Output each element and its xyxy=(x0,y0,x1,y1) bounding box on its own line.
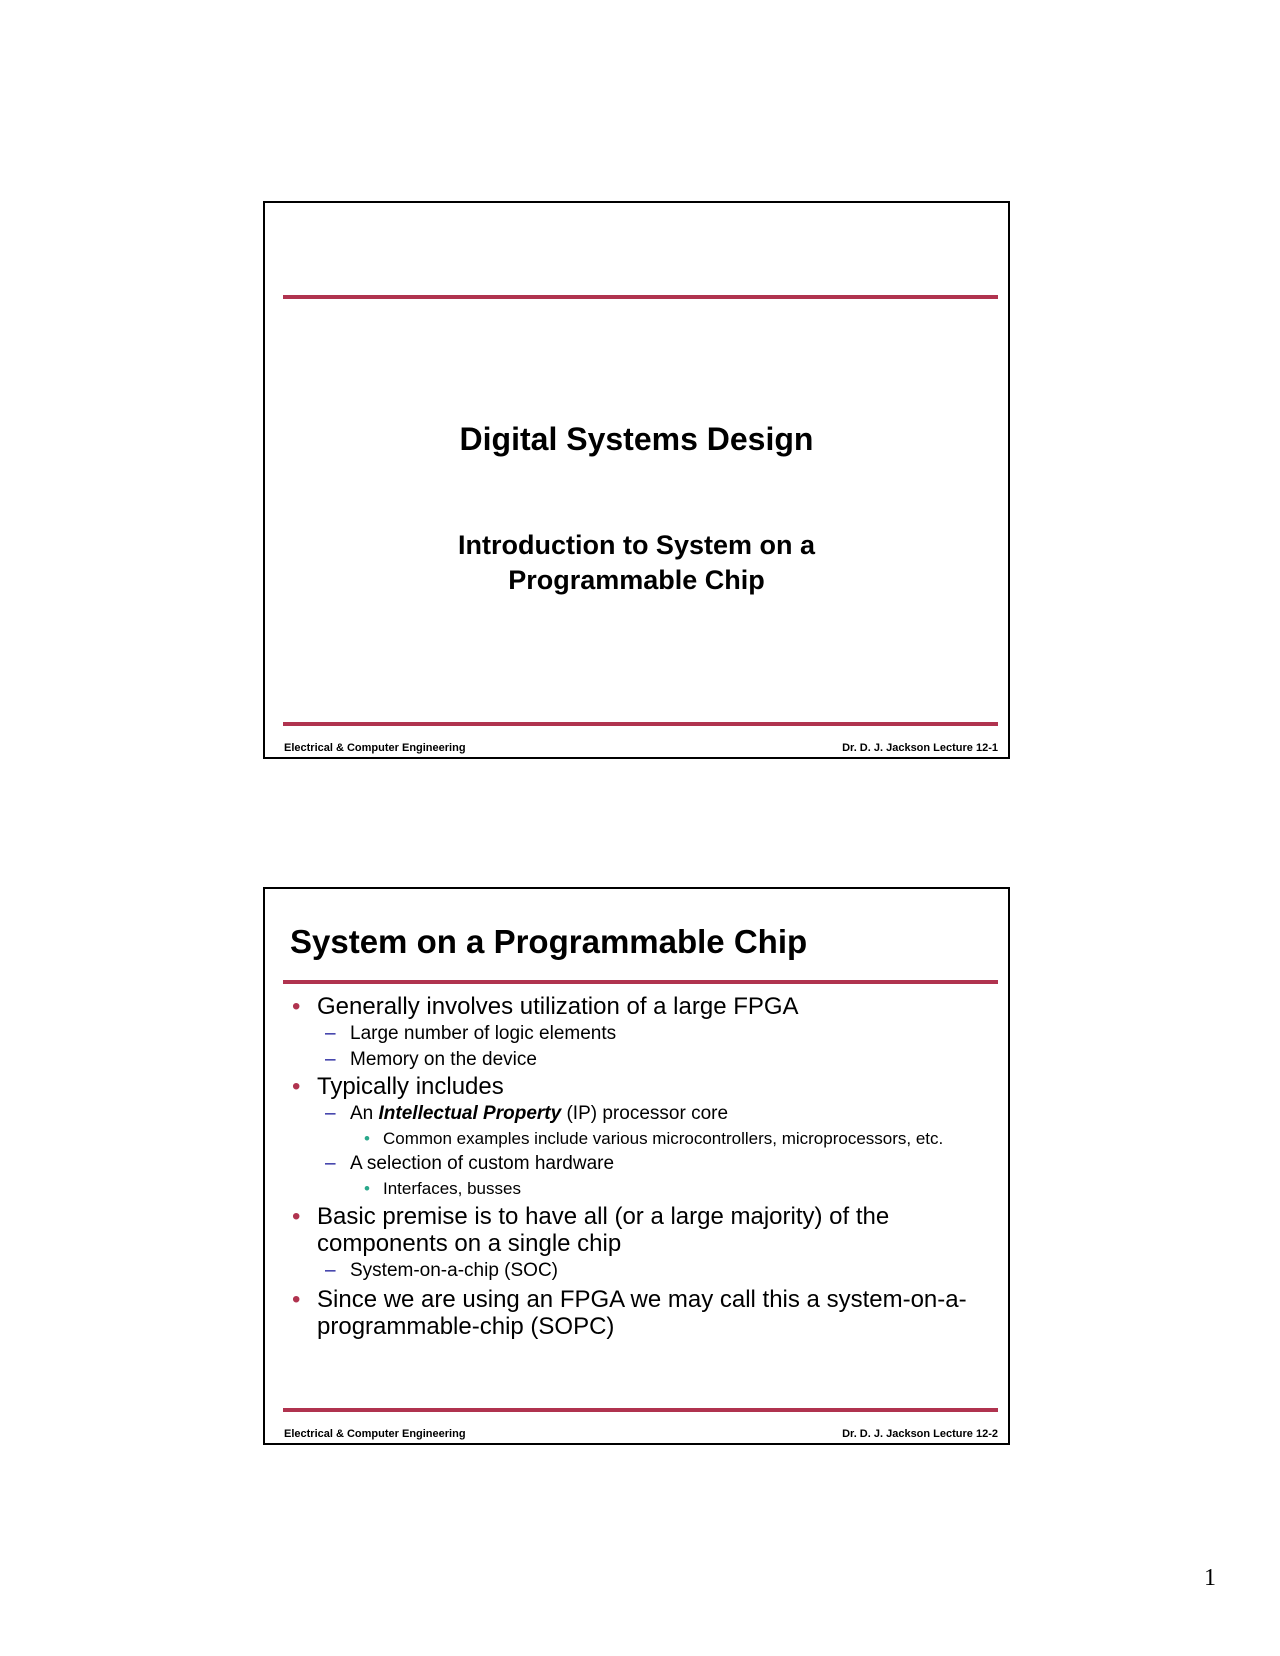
top-rule xyxy=(283,295,998,299)
footer-rule xyxy=(283,722,998,726)
bullet-list xyxy=(289,993,988,1343)
sub-bullet-item xyxy=(325,1023,988,1045)
slide-1 xyxy=(263,201,1010,759)
sub-bullet-text: Memory on the device xyxy=(350,1049,537,1070)
detail-item: • Common examples include various microcontrollers, microprocessors, etc. xyxy=(383,1129,988,1149)
bullet-item: • Generally involves utilization of a large FPGA xyxy=(289,993,988,1020)
sub-bullet-text: Large number of logic elements xyxy=(350,1023,617,1044)
slide-title: Digital Systems Design xyxy=(459,421,814,457)
title-rule xyxy=(283,980,998,984)
subtitle-line-1: Introduction to System on a xyxy=(457,530,815,560)
dash-marker: – xyxy=(325,1153,336,1174)
sub-bullet-prefix: An xyxy=(350,1103,379,1124)
footer-department: Electrical & Computer Engineering xyxy=(284,742,466,754)
footer-department: Electrical & Computer Engineering xyxy=(284,1428,466,1440)
sub-bullet-item xyxy=(325,1103,988,1125)
sub-bullet-item xyxy=(325,1153,988,1175)
sub-bullet-suffix: (IP) processor core xyxy=(561,1103,729,1124)
slide-2 xyxy=(263,887,1010,1445)
dash-marker: – xyxy=(325,1103,336,1124)
detail-item: • Interfaces, busses xyxy=(383,1179,988,1199)
bullet-item: • Basic premise is to have all (or a large majority) of the components on a single chip xyxy=(289,1203,988,1257)
slide-subtitle xyxy=(265,528,1008,598)
sub-bullet-text: A selection of custom hardware xyxy=(350,1153,615,1174)
emphasis-text: Intellectual Property xyxy=(378,1103,562,1124)
bullet-item: • Since we are using an FPGA we may call this a system-on-a-programmable-chip (SOPC) xyxy=(289,1286,988,1340)
footer-rule xyxy=(283,1408,998,1412)
dash-marker: – xyxy=(325,1049,336,1070)
sub-bullet-item xyxy=(325,1049,988,1071)
slide-title: System on a Programmable Chip xyxy=(290,923,808,960)
footer-lecture: Dr. D. J. Jackson Lecture 12-1 xyxy=(842,742,998,754)
sub-bullet-item xyxy=(325,1260,988,1282)
sub-bullet-text: System-on-a-chip (SOC) xyxy=(350,1260,558,1281)
dash-marker: – xyxy=(325,1260,336,1281)
dash-marker: – xyxy=(325,1023,336,1044)
page-number: 1 xyxy=(1204,1565,1216,1591)
subtitle-line-2: Programmable Chip xyxy=(508,565,765,595)
bullet-item: • Typically includes xyxy=(289,1073,988,1100)
footer-lecture: Dr. D. J. Jackson Lecture 12-2 xyxy=(842,1428,998,1440)
